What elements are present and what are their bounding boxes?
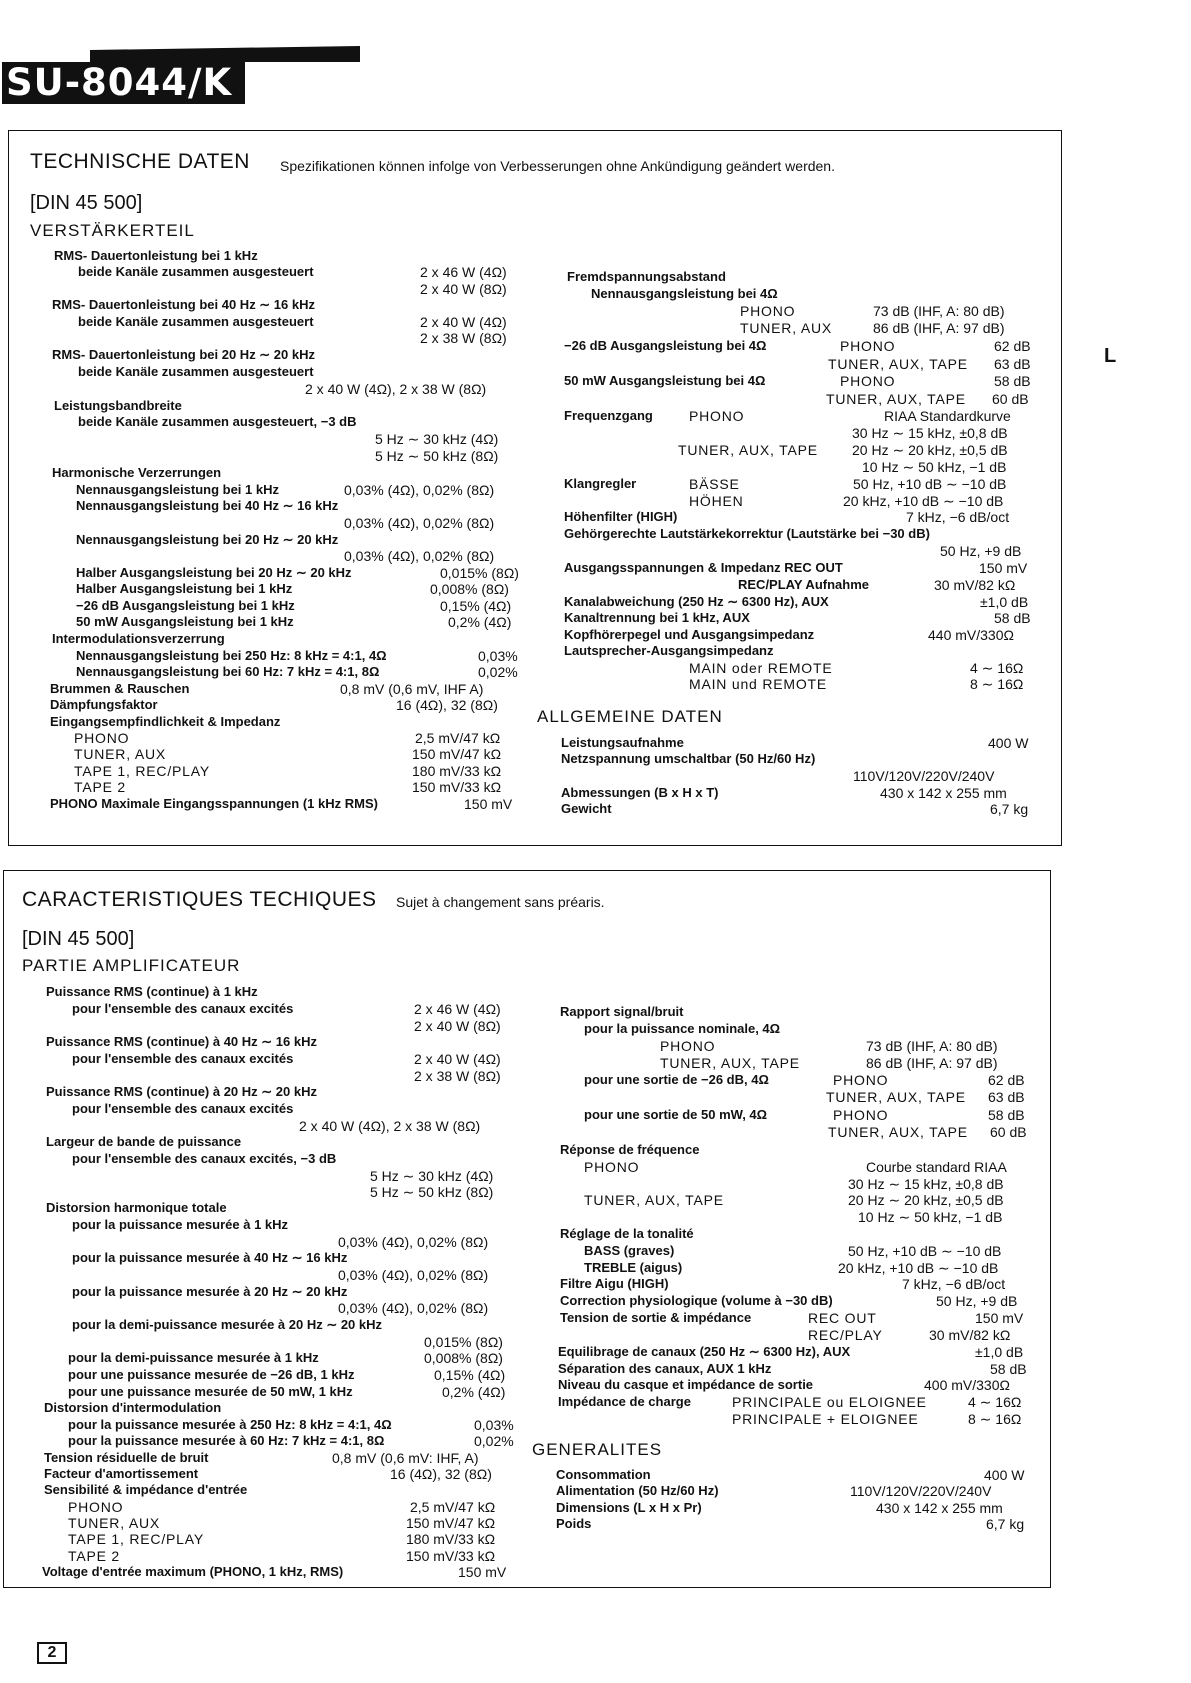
fr-value: 180 mV/33 kΩ: [406, 1531, 496, 1547]
de-note: Spezifikationen können infolge von Verbesserungen ohne Ankündigung geändert werden.: [280, 158, 835, 174]
de-value: 5 Hz ∼ 50 kHz (8Ω): [375, 448, 499, 464]
fr-row: Filtre Aigu (HIGH): [560, 1276, 669, 1291]
fr-row: pour une sortie de −26 dB, 4Ω: [584, 1072, 769, 1087]
fr-row: Impédance de charge: [558, 1394, 691, 1409]
de-value: 50 Hz, +9 dB: [940, 543, 1022, 559]
fr-value: 0,03% (4Ω), 0,02% (8Ω): [338, 1300, 489, 1316]
fr-value: 2,5 mV/47 kΩ: [410, 1499, 496, 1515]
fr-row: PHONO: [833, 1107, 889, 1123]
de-row: HÖHEN: [689, 493, 744, 509]
fr-value: 50 Hz, +9 dB: [936, 1293, 1018, 1309]
fr-value: 150 mV/47 kΩ: [406, 1515, 496, 1531]
de-row: PHONO: [689, 408, 745, 424]
fr-value: 430 x 142 x 255 mm: [876, 1500, 1003, 1516]
fr-value: 7 kHz, −6 dB/oct: [902, 1276, 1006, 1292]
de-row: Kopfhörerpegel und Ausgangsimpedanz: [564, 627, 815, 642]
fr-row: Poids: [556, 1516, 592, 1531]
de-value: 440 mV/330Ω: [928, 627, 1014, 643]
de-value: 7 kHz, −6 dB/oct: [906, 509, 1010, 525]
de-value: 8 ∼ 16Ω: [970, 676, 1024, 692]
fr-value: Courbe standard RIAA: [866, 1159, 1007, 1175]
de-standard: [DIN 45 500]: [30, 192, 143, 214]
de-value: 73 dB (IHF, A: 80 dB): [873, 303, 1005, 319]
fr-row: PHONO: [584, 1159, 640, 1175]
fr-row: Tension résiduelle de bruit: [44, 1450, 209, 1465]
de-row: REC/PLAY Aufnahme: [738, 577, 869, 592]
fr-row: Puissance RMS (continue) à 20 Hz ∼ 20 kHz: [46, 1084, 317, 1099]
de-value: 150 mV: [464, 796, 513, 812]
de-row: TUNER, AUX: [740, 320, 833, 336]
de-value: 58 dB: [994, 610, 1031, 626]
de-title: TECHNISCHE DATEN: [30, 150, 250, 173]
fr-value: 150 mV/33 kΩ: [406, 1548, 496, 1564]
fr-value: 2 x 46 W (4Ω): [414, 1001, 501, 1017]
fr-value: 20 Hz ∼ 20 kHz, ±0,5 dB: [848, 1192, 1004, 1208]
de-row: Nennausgangsleistung bei 40 Hz ∼ 16 kHz: [76, 498, 339, 513]
de-row: PHONO Maximale Eingangsspannungen (1 kHz RMS): [50, 796, 378, 811]
de-row: Ausgangsspannungen & Impedanz REC OUT: [564, 560, 843, 575]
fr-row: pour la puissance mesurée à 20 Hz ∼ 20 kHz: [72, 1284, 348, 1299]
de-row: Halber Ausgangsleistung bei 1 kHz: [76, 581, 293, 596]
de-value: 0,03%: [478, 648, 518, 664]
fr-row: PRINCIPALE + ELOIGNEE: [732, 1411, 919, 1427]
de-value: 2 x 40 W (8Ω): [420, 281, 507, 297]
fr-value: 0,008% (8Ω): [424, 1350, 503, 1366]
fr-value: 58 dB: [988, 1107, 1025, 1123]
de-row: Höhenfilter (HIGH): [564, 509, 678, 524]
fr-value: 10 Hz ∼ 50 kHz, −1 dB: [858, 1209, 1003, 1225]
de-row: Leistungsaufnahme: [561, 735, 684, 750]
de-value: 50 Hz, +10 dB ∼ −10 dB: [853, 476, 1007, 492]
fr-section: PARTIE AMPLIFICATEUR: [22, 956, 241, 975]
de-row: MAIN und REMOTE: [689, 676, 828, 692]
de-row: Halber Ausgangsleistung bei 20 Hz ∼ 20 kHz: [76, 565, 352, 580]
fr-row: Distorsion harmonique totale: [46, 1200, 227, 1215]
fr-row: pour la puissance mesurée à 40 Hz ∼ 16 kHz: [72, 1250, 348, 1265]
fr-value: 2 x 40 W (4Ω), 2 x 38 W (8Ω): [299, 1118, 481, 1134]
de-value: 0,15% (4Ω): [440, 598, 512, 614]
de-value: 110V/120V/220V/240V: [853, 768, 995, 784]
de-value: 2 x 46 W (4Ω): [420, 264, 507, 280]
fr-value: 62 dB: [988, 1072, 1025, 1088]
de-row: RMS- Dauertonleistung bei 1 kHz: [54, 248, 258, 263]
fr-note: Sujet à changement sans préaris.: [396, 894, 605, 910]
de-row: TUNER, AUX, TAPE: [828, 356, 968, 372]
fr-value: 400 mV/330Ω: [924, 1377, 1010, 1393]
de-value: 16 (4Ω), 32 (8Ω): [396, 697, 498, 713]
de-value: 150 mV/47 kΩ: [412, 746, 502, 762]
de-value: 86 dB (IHF, A: 97 dB): [873, 320, 1005, 336]
fr-row: REC OUT: [808, 1310, 877, 1326]
fr-row: Voltage d'entrée maximum (PHONO, 1 kHz, RMS): [42, 1564, 344, 1579]
fr-row: Sensibilité & impédance d'entrée: [44, 1482, 248, 1497]
de-row: Klangregler: [564, 476, 637, 491]
fr-value: 50 Hz, +10 dB ∼ −10 dB: [848, 1243, 1002, 1259]
fr-row: TUNER, AUX, TAPE: [828, 1124, 968, 1140]
de-value: 60 dB: [992, 391, 1029, 407]
fr-value: 5 Hz ∼ 30 kHz (4Ω): [370, 1168, 494, 1184]
de-section: VERSTÄRKERTEIL: [30, 221, 195, 240]
fr-row: TUNER, AUX, TAPE: [660, 1055, 800, 1071]
de-value: 2,5 mV/47 kΩ: [415, 730, 501, 746]
fr-row: pour la puissance mesurée à 1 kHz: [72, 1217, 289, 1232]
fr-row: pour l'ensemble des canaux excités: [72, 1051, 294, 1066]
fr-row: pour une puissance mesurée de −26 dB, 1 kHz: [68, 1367, 355, 1382]
de-row: Frequenzgang: [564, 408, 653, 423]
fr-row: Dimensions (L x H x Pr): [556, 1500, 702, 1515]
fr-row: TUNER, AUX: [68, 1515, 161, 1531]
fr-value: 110V/120V/220V/240V: [850, 1483, 992, 1499]
fr-value: 4 ∼ 16Ω: [968, 1394, 1022, 1410]
de-row: TUNER, AUX, TAPE: [678, 442, 818, 458]
de-value: 30 Hz ∼ 15 kHz, ±0,8 dB: [852, 425, 1008, 441]
de-value: 430 x 142 x 255 mm: [880, 785, 1007, 801]
fr-row: PHONO: [68, 1499, 124, 1515]
de-value: 62 dB: [994, 338, 1031, 354]
de-row: −26 dB Ausgangsleistung bei 1 kHz: [76, 598, 295, 613]
fr-row: Puissance RMS (continue) à 40 Hz ∼ 16 kHz: [46, 1034, 317, 1049]
fr-value: 30 mV/82 kΩ: [929, 1327, 1011, 1343]
de-value: 0,03% (4Ω), 0,02% (8Ω): [344, 515, 495, 531]
fr-row: Séparation des canaux, AUX 1 kHz: [558, 1361, 772, 1376]
fr-row: TAPE 2: [68, 1548, 121, 1564]
de-value: 58 dB: [994, 373, 1031, 389]
fr-row: pour une puissance mesurée de 50 mW, 1 kHz: [68, 1384, 353, 1399]
fr-title: CARACTERISTIQUES TECHIQUES: [22, 888, 377, 911]
de-row: BÄSSE: [689, 476, 740, 492]
fr-standard: [DIN 45 500]: [22, 928, 135, 950]
de-value: 2 x 40 W (4Ω), 2 x 38 W (8Ω): [305, 381, 487, 397]
page-number: 2: [37, 1642, 67, 1664]
fr-row: Facteur d'amortissement: [44, 1466, 199, 1481]
fr-row: pour la puissance mesurée à 60 Hz: 7 kHz = 4:1, 8Ω: [68, 1433, 385, 1448]
de-value: 20 Hz ∼ 20 kHz, ±0,5 dB: [852, 442, 1008, 458]
de-value: 2 x 38 W (8Ω): [420, 330, 507, 346]
de-row: beide Kanäle zusammen ausgesteuert: [78, 314, 314, 329]
fr-value: 20 kHz, +10 dB ∼ −10 dB: [838, 1260, 999, 1276]
fr-row: Distorsion d'intermodulation: [44, 1400, 222, 1415]
fr-value: 0,03%: [474, 1417, 514, 1433]
fr-row: Largeur de bande de puissance: [46, 1134, 242, 1149]
de-row: Intermodulationsverzerrung: [52, 631, 225, 646]
de-row: PHONO: [840, 338, 896, 354]
side-mark: L: [1104, 345, 1117, 367]
fr-row: Correction physiologique (volume à −30 dB): [560, 1293, 833, 1308]
de-row: Harmonische Verzerrungen: [52, 465, 222, 480]
de-value: 150 mV: [979, 560, 1028, 576]
fr-value: 63 dB: [988, 1089, 1025, 1105]
de-value: 0,008% (8Ω): [430, 581, 509, 597]
fr-value: 30 Hz ∼ 15 kHz, ±0,8 dB: [848, 1176, 1004, 1192]
fr-row: PHONO: [660, 1038, 716, 1054]
de-row: Lautsprecher-Ausgangsimpedanz: [564, 643, 774, 658]
de-row: beide Kanäle zusammen ausgesteuert, −3 dB: [78, 414, 357, 429]
fr-value: 0,15% (4Ω): [434, 1367, 506, 1383]
de-row: TUNER, AUX, TAPE: [826, 391, 966, 407]
fr-value: 0,2% (4Ω): [442, 1384, 506, 1400]
fr-row: pour l'ensemble des canaux excités: [72, 1101, 294, 1116]
de-row: Nennausgangsleistung bei 1 kHz: [76, 482, 279, 497]
fr-row: pour la demi-puissance mesurée à 20 Hz ∼ 20 kHz: [72, 1317, 383, 1332]
fr-value: 0,8 mV (0,6 mV: IHF, A): [332, 1450, 479, 1466]
fr-value: 400 W: [984, 1467, 1025, 1483]
de-row: Nennausgangsleistung bei 20 Hz ∼ 20 kHz: [76, 532, 339, 547]
de-row: TAPE 1, REC/PLAY: [74, 763, 210, 779]
fr-row: Puissance RMS (continue) à 1 kHz: [46, 984, 258, 999]
de-row: Leistungsbandbreite: [54, 398, 182, 413]
de-value: 5 Hz ∼ 30 kHz (4Ω): [375, 431, 499, 447]
fr-value: 86 dB (IHF, A: 97 dB): [866, 1055, 998, 1071]
fr-row: pour la demi-puissance mesurée à 1 kHz: [68, 1350, 319, 1365]
model-banner: SU-8044/K: [2, 62, 245, 104]
fr-row: BASS (graves): [584, 1243, 675, 1258]
de-value: 4 ∼ 16Ω: [970, 660, 1024, 676]
de-value: 10 Hz ∼ 50 kHz, −1 dB: [862, 459, 1007, 475]
de-row: Gewicht: [561, 801, 612, 816]
de-row: Nennausgangsleistung bei 250 Hz: 8 kHz = 4:1, 4Ω: [76, 648, 387, 663]
de-row: Gehörgerechte Lautstärkekorrektur (Lautstärke bei −30 dB): [564, 526, 930, 541]
de-value: 0,02%: [478, 664, 518, 680]
fr-row: pour la puissance nominale, 4Ω: [584, 1021, 781, 1036]
de-row: TAPE 2: [74, 779, 127, 795]
fr-value: 2 x 38 W (8Ω): [414, 1068, 501, 1084]
de-row: 50 mW Ausgangsleistung bei 1 kHz: [76, 614, 294, 629]
fr-row: pour l'ensemble des canaux excités, −3 dB: [72, 1151, 337, 1166]
fr-row: Niveau du casque et impédance de sortie: [558, 1377, 814, 1392]
de-value: 0,03% (4Ω), 0,02% (8Ω): [344, 548, 495, 564]
fr-value: 0,03% (4Ω), 0,02% (8Ω): [338, 1267, 489, 1283]
de-value: 0,8 mV (0,6 mV, IHF A): [340, 681, 484, 697]
de-value: 400 W: [988, 735, 1029, 751]
de-row: beide Kanäle zusammen ausgesteuert: [78, 264, 314, 279]
fr-row: PHONO: [833, 1072, 889, 1088]
de-row: MAIN oder REMOTE: [689, 660, 833, 676]
fr-row: pour la puissance mesurée à 250 Hz: 8 kHz = 4:1, 4Ω: [68, 1417, 392, 1432]
fr-row: TAPE 1, REC/PLAY: [68, 1531, 204, 1547]
de-row: Netzspannung umschaltbar (50 Hz/60 Hz): [561, 751, 816, 766]
fr-row: Réponse de fréquence: [560, 1142, 700, 1157]
de-value: ±1,0 dB: [980, 594, 1029, 610]
fr-row: pour une sortie de 50 mW, 4Ω: [584, 1107, 768, 1122]
de-row: Abmessungen (B x H x T): [561, 785, 719, 800]
de-row: 50 mW Ausgangsleistung bei 4Ω: [564, 373, 766, 388]
model-banner-shadow: [90, 42, 360, 62]
de-row: Dämpfungsfaktor: [50, 697, 158, 712]
fr-value: 16 (4Ω), 32 (8Ω): [390, 1466, 492, 1482]
fr-row: Alimentation (50 Hz/60 Hz): [556, 1483, 719, 1498]
de-value: 30 mV/82 kΩ: [934, 577, 1016, 593]
fr-row: TUNER, AUX, TAPE: [584, 1192, 724, 1208]
de-value: 20 kHz, +10 dB ∼ −10 dB: [843, 493, 1004, 509]
fr-value: 0,02%: [474, 1433, 514, 1449]
de-value: 0,03% (4Ω), 0,02% (8Ω): [344, 482, 495, 498]
fr-value: ±1,0 dB: [975, 1344, 1024, 1360]
de-row: PHONO: [74, 730, 130, 746]
de-row: Eingangsempfindlichkeit & Impedanz: [50, 714, 281, 729]
de-row: RMS- Dauertonleistung bei 20 Hz ∼ 20 kHz: [52, 347, 315, 362]
fr-value: 2 x 40 W (4Ω): [414, 1051, 501, 1067]
fr-value: 150 mV: [975, 1310, 1024, 1326]
fr-value: 0,015% (8Ω): [424, 1334, 503, 1350]
de-row: TUNER, AUX: [74, 746, 167, 762]
fr-value: 8 ∼ 16Ω: [968, 1411, 1022, 1427]
fr-value: 58 dB: [990, 1361, 1027, 1377]
fr-row: PRINCIPALE ou ELOIGNEE: [732, 1394, 927, 1410]
de-row: Fremdspannungsabstand: [567, 269, 726, 284]
de-general-heading: ALLGEMEINE DATEN: [537, 707, 723, 726]
fr-general-heading: GENERALITES: [532, 1440, 663, 1459]
de-row: Nennausgangsleistung bei 4Ω: [591, 286, 778, 301]
fr-value: 150 mV: [458, 1564, 507, 1580]
de-value: 0,2% (4Ω): [448, 614, 512, 630]
de-value: 0,015% (8Ω): [440, 565, 519, 581]
de-row: Kanalabweichung (250 Hz ∼ 6300 Hz), AUX: [564, 594, 829, 609]
de-row: −26 dB Ausgangsleistung bei 4Ω: [564, 338, 767, 353]
fr-row: Réglage de la tonalité: [560, 1226, 694, 1241]
de-value: 6,7 kg: [990, 801, 1029, 817]
de-row: Nennausgangsleistung bei 60 Hz: 7 kHz = 4:1, 8Ω: [76, 664, 380, 679]
fr-row: TREBLE (aigus): [584, 1260, 683, 1275]
de-value: 63 dB: [994, 356, 1031, 372]
fr-value: 60 dB: [990, 1124, 1027, 1140]
de-value: 180 mV/33 kΩ: [412, 763, 502, 779]
de-row: Brummen & Rauschen: [50, 681, 190, 696]
de-value: RIAA Standardkurve: [884, 408, 1011, 424]
fr-value: 5 Hz ∼ 50 kHz (8Ω): [370, 1184, 494, 1200]
de-row: PHONO: [840, 373, 896, 389]
fr-row: Rapport signal/bruit: [560, 1004, 684, 1019]
de-row: Kanaltrennung bei 1 kHz, AUX: [564, 610, 750, 625]
fr-row: Equilibrage de canaux (250 Hz ∼ 6300 Hz), AUX: [558, 1344, 851, 1359]
fr-row: pour l'ensemble des canaux excités: [72, 1001, 294, 1016]
fr-row: Consommation: [556, 1467, 651, 1482]
fr-row: Tension de sortie & impédance: [560, 1310, 752, 1325]
de-value: 2 x 40 W (4Ω): [420, 314, 507, 330]
de-row: RMS- Dauertonleistung bei 40 Hz ∼ 16 kHz: [52, 297, 315, 312]
fr-row: TUNER, AUX, TAPE: [826, 1089, 966, 1105]
fr-value: 73 dB (IHF, A: 80 dB): [866, 1038, 998, 1054]
de-row: beide Kanäle zusammen ausgesteuert: [78, 364, 314, 379]
fr-value: 2 x 40 W (8Ω): [414, 1018, 501, 1034]
fr-value: 0,03% (4Ω), 0,02% (8Ω): [338, 1234, 489, 1250]
de-value: 150 mV/33 kΩ: [412, 779, 502, 795]
de-row: PHONO: [740, 303, 796, 319]
fr-value: 6,7 kg: [986, 1516, 1025, 1532]
fr-row: REC/PLAY: [808, 1327, 883, 1343]
